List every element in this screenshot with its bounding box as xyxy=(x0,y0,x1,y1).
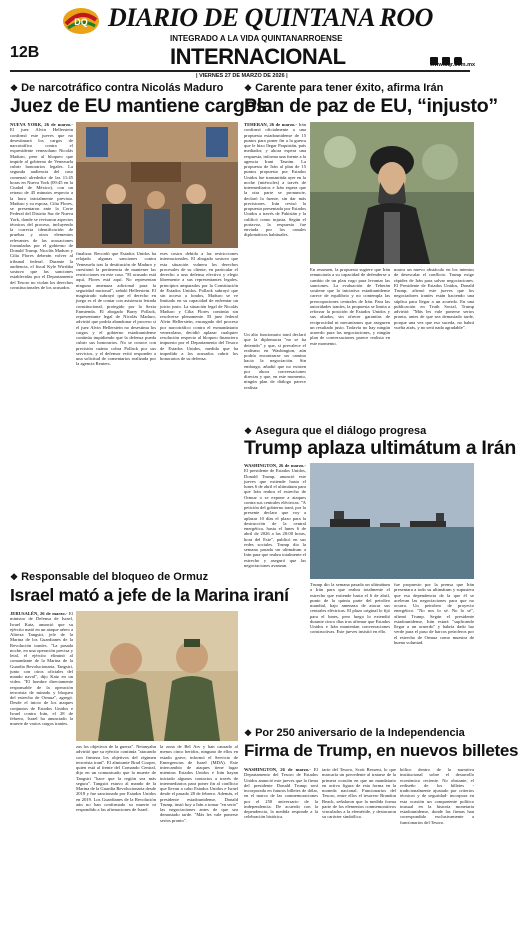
section-title: INTERNACIONAL xyxy=(170,44,346,69)
bicentenario-column-1: WASHINGTON, 26 de marzo.- El Departamento del Tesoro de Estados Unidos anunció este jueves que la firma del presidente Donald Trump será incorporada en futuros billetes de dólar, en el marco de las conmemoraciones por el 250 aniversario de la independencia. De acuerdo con la dependencia, la medida responde a la celebración histórica. xyxy=(244,767,318,820)
ultimatum-headline: Trump aplaza ultimátum a Irán xyxy=(244,437,516,459)
diamond-bullet-icon: ❖ xyxy=(10,83,19,93)
diamond-bullet-icon: ❖ xyxy=(244,426,253,436)
iran-plan-headline: Plan de paz de EU, “injusto” xyxy=(244,95,498,117)
newspaper-title: DIARIO DE QUINTANA ROO xyxy=(108,3,433,32)
ormuz-column-3: la zona de Bel Arv y han causado al menos cinco heridos, ninguno de ellos en estado grave, informó el Servicio de Emergencias de Israel (MDA). Este intercambio de ataques tiene lugar mientras Estados Unidos e Irán hayan iniciado algunos contactos a través de intermediarios para poner fin al conflicto que llevan a cabo Estados Unidos e Israel desde el pasado 28 de febrero. Además, el presidente estadounidense, Donald Trump, instó hoy a Irán a tomar "en serio" las negociaciones antes de que sea demasiado tarde. "Más les vale ponerse serios pronto". xyxy=(160,744,238,823)
ormuz-column-1: JERUSALÉN, 26 de marzo.- El ministro de Defensa de Israel, Israel Katz, anunció que su ejército mató en un ataque aéreo a Alireza Tangsiri, jefe de la Marina de los Guardianes de la Revolución iraníes. "La pasada noche, en una operación precisa y letal, el ejército eliminó al comandante de la Marina de la Guardia Revolucionaria, Tangsiri, junto con otros oficiales del mando naval", dijo Katz en un video. "El hombre directamente responsable de la operación terrorista de minado y bloqueo del estrecho de Ormuz", agregó. Desde el inicio de los ataques conjuntos de Estados Unidos e Israel contra Irán, el 28 de febrero, Israel ha anunciado la muerte de varios cargos iraníes. xyxy=(10,611,73,727)
maduro-headline: Juez de EU mantiene cargos xyxy=(10,95,267,117)
ultimatum-kicker: ❖ Asegura que el diálogo progresa xyxy=(244,425,427,437)
ormuz-photo xyxy=(76,611,238,741)
bicentenario-column-3: bólico dentro de la narrativa institucional sobre el desarrollo económico reciente. No obstante, el rediseño de los billetes -tradicionalmente ajustado por criterios técnicos y de seguridad- incorpora en esta ocasión un componente político inusual en la historia monetaria estadounidense, donde las firmas han correspondido exclusivamente a funcionarios del Tesoro. xyxy=(400,767,474,825)
ormuz-kicker: ❖ Responsable del bloqueo de Ormuz xyxy=(10,571,209,583)
maduro-photo xyxy=(76,122,238,248)
tankers-illustration xyxy=(310,463,474,579)
courtroom-illustration xyxy=(76,122,238,248)
iran-plan-column-2: En resumen, la propuesta sugiere que Irán renunciaría a su capacidad de defenderse a cambio de un plan vago para levantar las sanciones. La evaluación de Teherán sostiene que la iniciativa estadounidense carece de equilibrio y no contempla las preocupaciones centrales de Irán. Para las autoridades iraníes, la propuesta se limita a reforzar la posición de Estados Unidos y sus aliados, sin ofrecer garantías de reciprocidad ni mecanismos que aseguren un resultado justo. Todavía no hay ningún acuerdo para las negociaciones, y ningún plan de conversaciones parece realista en este momento. xyxy=(310,267,390,346)
ormuz-column-2: zas los objetivos de la guerra". Netanyahu advirtió que su ejército continúa "atacando con firmeza los objetivos del régimen terrorista iraní". El almirante Brad Cooper, quien está al frente del Comando Central, dijo en un comunicado que la muerte de Tangsiri "hace que la región sea más segura". Tangsiri estuvo al mando de la Marina de la Guardia Revolucionaria desde 2018 y fue sancionado por Estados Unidos en 2019. Los Guardianes de la Revolución aún no han confirmado su muerte ni respondido a las afirmaciones de Israel. xyxy=(76,744,156,812)
ultimatum-photo xyxy=(310,463,474,579)
ultimatum-column-1: WASHINGTON, 26 de marzo.- El presidente de Estados Unidos, Donald Trump, anunció este jueves que extiende hasta el lunes 6 de abril el ultimátum para que Irán reabra el estrecho de Ormuz o se expone a ataques contra sus centrales eléctricas. "A petición del gobierno iraní, por la presente declaro que voy a aplazar 10 días el plazo para la destrucción de la central energética, hasta el lunes 6 de abril de 2026 a las 20:00 horas, hora del Este", publicó en sus redes sociales. Trump dio la semana pasada un ultimátum a Irán para que reabra totalmente el estrecho y aseguró que las negociaciones avanzan. xyxy=(244,463,306,568)
bicentenario-dateline: WASHINGTON, 26 de marzo.- xyxy=(244,767,311,772)
diamond-bullet-icon: ❖ xyxy=(244,728,253,738)
maduro-dateline: NUEVA YORK, 26 de marzo.- xyxy=(10,122,73,127)
ormuz-headline: Israel mató a jefe de la Marina iraní xyxy=(10,585,289,605)
maduro-kicker: ❖ De narcotráfico contra Nicolás Maduro xyxy=(10,82,224,94)
newspaper-tagline: INTEGRADO A LA VIDA QUINTANARROENSE xyxy=(170,34,343,43)
iran-plan-column-3: marca un nuevo obstáculo en los intentos de desescalar el conflicto. Trump exige rápidez de Irán para salvar negociaciones. El Presidente de Estados Unidos, Donald Trump, afirmó este jueves que los negociadores iraníes están haciendo una súplica para llegar a un acuerdo. En una publicación en Truth Social, Trump advirtió: "Más les vale ponerse serios pronto, antes de que sea demasiado tarde, porque una vez que eso suceda, no habrá vuelta atrás, y no será nada agradable". xyxy=(394,267,474,330)
iran-plan-column-1: TEHERAN, 26 de marzo.- Irán confirmó oficialmente a una propuesta estadounidense de 15 puntos para poner fin a la guerra que le hizo llegar Paquistán, país mediador, y ahora espera una respuesta, informa una fuente a la agencia Irani Tasnim. La propuesta de Irán al plan de 15 puntos propuesto por Estados Unidos fue transmitida ayer en la noche (miércoles) a través de intermediarios e Irán espera que la otra parte se pronuncie, declaró la fuente, sin dar más precisiones. Irán revisó la propuesta presentada por Estados Unidos a través de Pakistán y la calificó como injusta. Según el portavoz, la respuesta fue enviada por los canales diplomáticos habituales. xyxy=(244,122,306,238)
diamond-bullet-icon: ❖ xyxy=(10,572,19,582)
iran-plan-kicker: ❖ Carente para tener éxito, afirma Irán xyxy=(244,82,444,94)
newspaper-logo-emblem xyxy=(62,6,100,36)
maduro-column-1: NUEVA YORK, 26 de marzo.- El juez Alvin Hellerstein confirmó este jueves que no desestimará los cargos de narcotráfico contra el expresidente venezolano Nicolás Maduro, pese al bloqueo que impide al gobierno de Venezuela cubrir honorarios legales. La segunda audiencia del caso comenzó alrededor de las 11:45 horas en Nueva York (09:45 en la Ciudad de México), con un retraso de 45 minutos respecto a la hora inicialmente prevista. Maduro y su esposa, Cilia Flores, se presentaron ante la Corte Federal del Distrito Sur de Nueva York, donde se revisaron aspectos técnicos del proceso, incluyendo la correcta identificación de pruebas y otros elementos relevantes de las acusaciones formuladas por el gobierno de Donald Trump. Nicolás Maduro y Cilia Flores deberán volver al tribunal federal. Durante la audiencia, el fiscal Kyle Wirshba sostuvo que las sanciones establecidas por el Departamento del Tesoro no violan los derechos constitucionales de los acusados. xyxy=(10,122,73,290)
commander-illustration xyxy=(76,611,238,741)
maduro-column-2: finalizar. Recordó que Estados Unidos ha relajado algunas sanciones contra Venezuela tras la destitución de Maduro y cuestionó la pertinencia de mantener las restricciones en este caso. "El acusado está aquí, Flores está aquí. No representan ninguna amenaza adicional para la seguridad nacional", señaló Hellerstein. El magistrado subrayó que el derecho en juego es el de contar con asistencia letrada constitucional, protegido por la Sexta Enmienda. El abogado Barry Pollack, representante legal de Nicolás Maduro, advirtió que podría abandonar el proceso si el juez Alvin Hellerstein no desestima los cargos y el gobierno estadounidense continúa impidiendo que la defensa pueda cubrir sus honorarios. No se conoce con precisión cuánto cobra Pollack por sus servicios, y el defensor evitó responder a una solicitud de comentarios realizada por la agencia Reuters. xyxy=(76,251,156,367)
iran-plan-column-1b: Un alto funcionario iraní declaró que la diplomacia "no se ha detenido" y que, si prevalece el realismo en Washington, aún podría encontrarse un camino hacia la negociación. Sin embargo, añadió que no existen por ahora conversaciones directas y que, en este momento, ningún plan de diálogo parece realista. xyxy=(244,332,306,390)
iran-plan-photo xyxy=(310,122,474,264)
iran-plan-dateline: TEHERAN, 26 de marzo.- xyxy=(244,122,297,127)
diamond-bullet-icon: ❖ xyxy=(244,83,253,93)
masthead-rule xyxy=(10,70,470,72)
date-line: | VIERNES 27 DE MARZO DE 2026 | xyxy=(196,73,288,79)
bicentenario-kicker: ❖ Por 250 aniversario de la Independencia xyxy=(244,727,465,739)
logo-emblem-icon xyxy=(62,6,100,36)
iran-leader-illustration xyxy=(310,122,474,264)
svg-text:DQ: DQ xyxy=(74,17,88,27)
ultimatum-dateline: WASHINGTON, 26 de marzo.- xyxy=(244,463,306,468)
ultimatum-column-2: Trump dio la semana pasada un ultimátum a Irán para que reabra totalmente el estrecho que extiende hasta el 6 de abril, punto de la quinta parte del petróleo mundial, bajo amenaza de atacar sus centrales eléctricas. El plazo original lo fijó para el lunes, pero luego lo extendió durante cinco días tras afirmar que Estados Unidos e Irán mantenían conversaciones constructivas. Este jueves insistió en ello. xyxy=(310,582,390,635)
ultimatum-column-3: fue propuesto por la prensa que Irán presentara a todo su ultimátum y supusiera que esa dependencia de la que él se aceleran las negociaciones para que no ocurra. Un petrolero de proyecto energético. "No nos lo sé. No lo sé", afirmó Trump. Según el presidente estadounidense, Irán estará "suplicando llegar a un acuerdo" y habría dado luz verde para el paso de barcos petroleros por el estrecho de Ormuz como muestra de buena voluntad. xyxy=(394,582,474,645)
page-number: 12B xyxy=(10,44,40,61)
bicentenario-headline: Firma de Trump, en nuevos billetes xyxy=(244,741,518,760)
ormuz-dateline: JERUSALÉN, 26 de marzo.- xyxy=(10,611,68,616)
website-url: www.dqr.com.mx xyxy=(430,62,476,68)
maduro-column-3: eses costos debido a las restricciones internacionales. El abogado sostuvo que esta situación vulnera los derechos procesales de su cliente, en particular el derecho a una defensa efectiva y elegir libremente a sus representantes legales, principios amparados por la Constitución de Estados Unidos. Pollack subrayó que sin acceso a fondos, Maduro se ve limitado en su capacidad de enfrentar un juicio justo. La situación legal de Nicolás Maduro y Cilia Flores continúa sin resolverse plenamente. El juez federal Alvin Hellerstein, encargado del proceso por narcotráfico contra el exmandatario venezolano, decidió aplazar cualquier resolución respecto al bloqueo financiero impuesto por el Departamento del Tesoro de Estados Unidos, medida que ha impedido a los acusados cubrir los honorarios de su defensa. xyxy=(160,251,238,361)
bicentenario-column-2: tario del Tesoro, Scott Bessent, lo que marcaría un precedente al tratarse de la primera ocasión en que un mandatario en activo figura de esta forma en la moneda nacional. Funcionarios del Tesoro, entre ellos el tesorero Brandon Beach, señalaron que la medida forma parte de los elementos conmemorativos vinculados a la efeméride, y destacaron su carácter simbólico. xyxy=(322,767,396,820)
